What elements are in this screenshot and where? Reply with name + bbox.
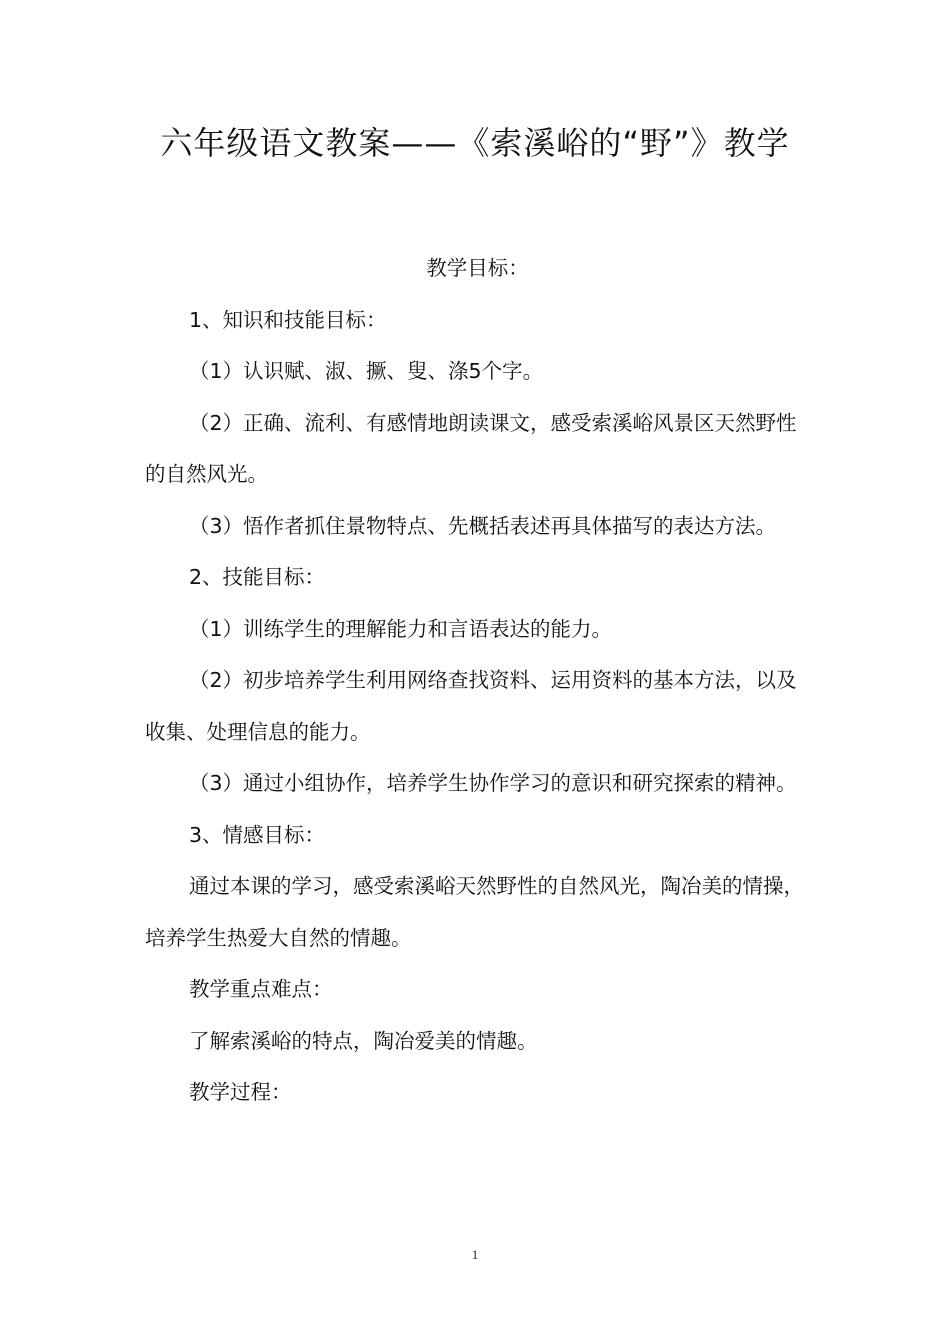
paragraph-emotion-goal: 3、情感目标：: [189, 822, 326, 847]
document-body: [145, 243, 810, 1119]
section-heading-objectives: 教学目标：: [426, 256, 529, 280]
paragraph-item: 通过本课的学习，感受索溪峪天然野性的自然风光，陶冶美的情操，培养学生热爱大自然的情趣。: [145, 874, 804, 950]
paragraph-item: （2）正确、流利、有感情地朗读课文，感受索溪峪风景区天然野性的自然风光。: [145, 410, 797, 486]
document-title: 六年级语文教案——《索溪峪的“野”》教学: [160, 124, 790, 162]
page-number: 1: [471, 1247, 479, 1262]
paragraph-item: （2）初步培养学生利用网络查找资料、运用资料的基本方法，以及收集、处理信息的能力。: [145, 668, 797, 744]
paragraph-knowledge-goal: 1、知识和技能目标：: [189, 307, 387, 332]
section-heading-process: 教学过程：: [189, 1080, 292, 1104]
paragraph-item: 了解索溪峪的特点，陶冶爱美的情趣。: [189, 1028, 538, 1053]
paragraph-item: （3）通过小组协作，培养学生协作学习的意识和研究探索的精神。: [189, 771, 797, 795]
section-heading-key-points: 教学重点难点：: [189, 977, 333, 1001]
paragraph-item: （3）悟作者抓住景物特点、先概括表述再具体描写的表达方法。: [189, 513, 777, 538]
paragraph-item: （1）训练学生的理解能力和言语表达的能力。: [189, 616, 613, 641]
paragraph-skill-goal: 2、技能目标：: [189, 565, 326, 589]
paragraph-item: （1）认识赋、淑、撅、叟、涤5个字。: [189, 359, 544, 383]
